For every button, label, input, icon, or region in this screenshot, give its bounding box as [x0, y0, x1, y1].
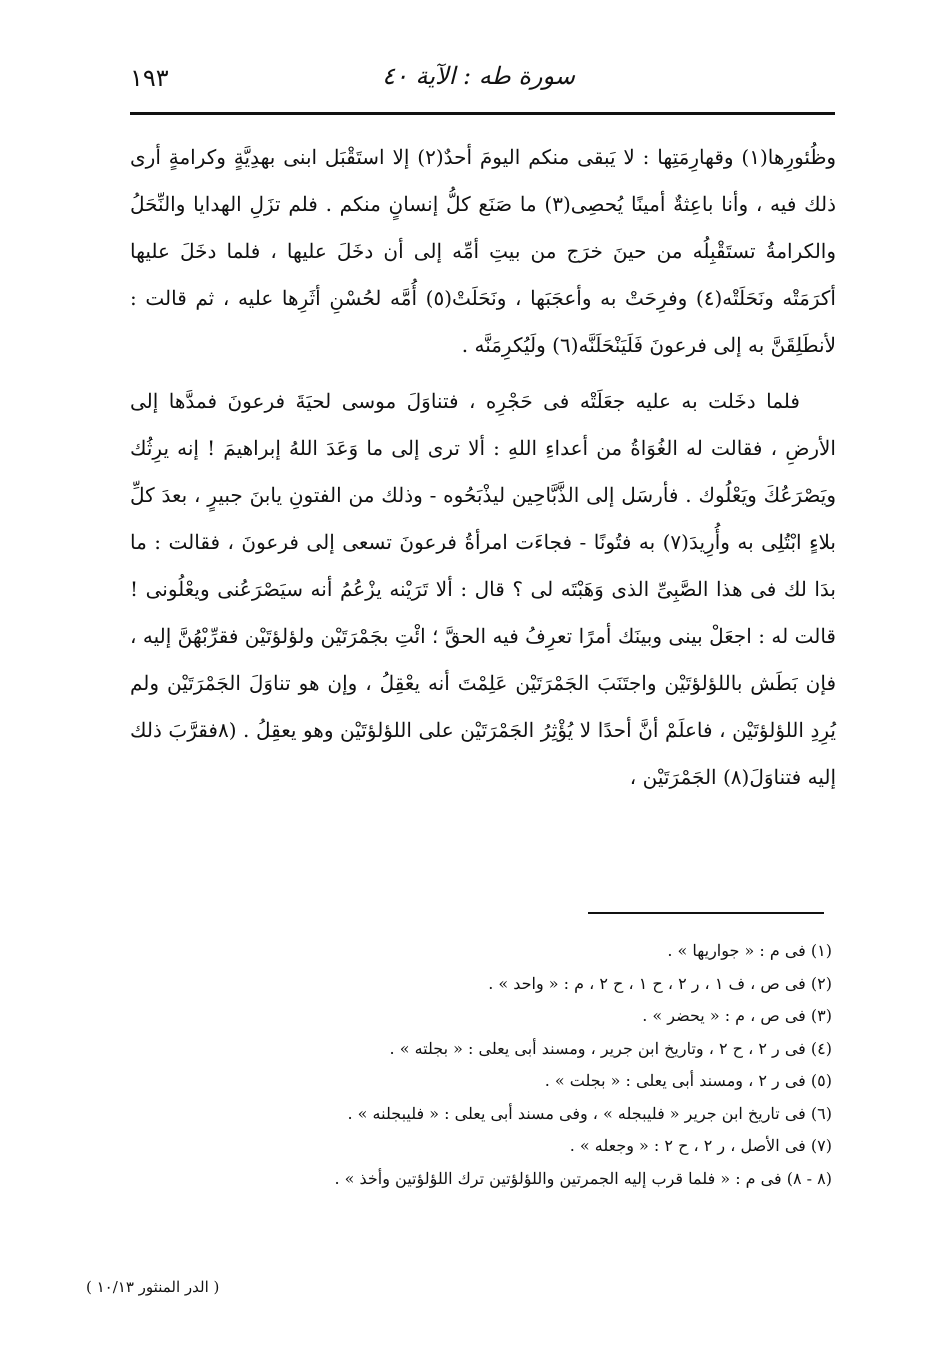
- footnote-rule: [588, 912, 824, 914]
- running-header: [130, 58, 830, 100]
- footnote-4: (٤) فى ر ٢ ، ح ٢ ، وتاريخ ابن جرير ، ومسند أبى يعلى : « بجلته » .: [389, 1038, 832, 1058]
- main-text: [130, 134, 836, 801]
- footnote-6: (٦) فى تاريخ ابن جرير « فليبجله » ، وفى مسند أبى يعلى : « فليبجلنه » .: [347, 1103, 832, 1123]
- footnotes: [200, 935, 832, 1195]
- footnote-3: (٣) فى ص ، م : « يحضر » .: [642, 1006, 832, 1025]
- header-title: سورة طه : الآية ٤٠: [382, 62, 575, 90]
- footnote-7: (٧) فى الأصل ، ر ٢ ، ح ٢ : « وجعله » .: [569, 1136, 832, 1155]
- page-number: ١٩٣: [130, 64, 169, 92]
- source-note: ( الدر المنثور ١٠/١٣ ): [86, 1278, 220, 1296]
- header-rule: [130, 112, 835, 115]
- footnote-1: (١) فى م : « جواريها » .: [667, 941, 832, 960]
- paragraph-1: وظُئورِها(١) وقهارِمَتِها : لا يَبقى منكم اليومَ أحدٌ(٢) إلا استَقْبَل ابنى بهدِيَّةٍ وكرامةٍ أرى ذلك فيه ، وأنا باعِثةٌ أمينًا يُحصِى(٣) ما صَنَع كلُّ إنسانٍ منكم . فلم تزَلِ الهدايا والنِّحَلُ والكرامةُ تستَقْبِلُه من حينَ خرَج من بيتِ أمِّه إلى أن دخَلَ عليها ، فلما دخَلَ عليها أكرَمَتْه ونَحَلَتْه(٤) وفرِحَتْ به وأعجَبَها ، ونَحَلَتْ(٥) أُمَّه لحُسْنِ أثَرِها عليه ، ثم قالت : لأنطَلِقَنَّ به إلى فرعونَ فَلَيَنْحَلَنَّه(٦) ولَيُكرِمَنَّه .: [130, 145, 837, 357]
- footnote-8: (٨ - ٨) فى م : « فلما قرب إليه الجمرتين واللؤلؤتين ترك اللؤلؤتين وأخذ » .: [334, 1168, 832, 1188]
- paragraph-2: فلما دخَلت به عليه جعَلَتْه فى حَجْرِه ، فتناوَلَ موسى لحيَةَ فرعونَ فمدَّها إلى الأرضِ ، فقالت له الغُوَاةُ من أعداءِ اللهِ : ألا ترى إلى ما وَعَدَ اللهُ إبراهيمَ ! إنه يرِثُك ويَصْرَعُكَ ويَعْلُوك . فأرسَل إلى الذَّبَّاحِين ليذْبَحُوه - وذلك من الفتونِ يابنَ جبيرٍ ، بعدَ كلِّ بلاءٍ ابْتُلِى به وأُرِيدَ(٧) به فتُونًا - فجاءَت امرأةُ فرعونَ تسعى إلى فرعونَ ، فقالت : ما بدَا لك فى هذا الصَّبِىِّ الذى وَهَبْتَه لى ؟ قال : ألا تَرَيْنه يزْعُمُ أنه سيَصْرَعُنى ويعْلُونى ! قالت له : اجعَلْ بينى وبينَك أمرًا تعرِفُ فيه الحقَّ ؛ ائْتِ بجَمْرَتَيْن ولؤلؤتَيْن فقرِّبْهُنَّ إليه ، فإن بَطَش باللؤلؤتَيْن واجتَنَبَ الجَمْرَتَيْن عَلِمْتَ أنه يعْقِلُ ، وإن هو تناوَلَ الجَمْرَتَيْن ولم يُرِدِ اللؤلؤتَيْن ، فاعلَمْ أنَّ أحدًا لا يُؤْثِرُ الجَمْرَتَيْن على اللؤلؤتَيْن وهو يعقِلُ . (٨فقرَّبَ ذلك إليه فتناوَلَ(٨) الجَمْرَتَيْن ،: [130, 389, 837, 789]
- footnote-5: (٥) فى ر ٢ ، ومسند أبى يعلى : « بجلت » .: [544, 1071, 832, 1090]
- footnote-2: (٢) فى ص ، ف ١ ، ر ٢ ، ح ١ ، ح ٢ ، م : « واحد » .: [488, 973, 832, 993]
